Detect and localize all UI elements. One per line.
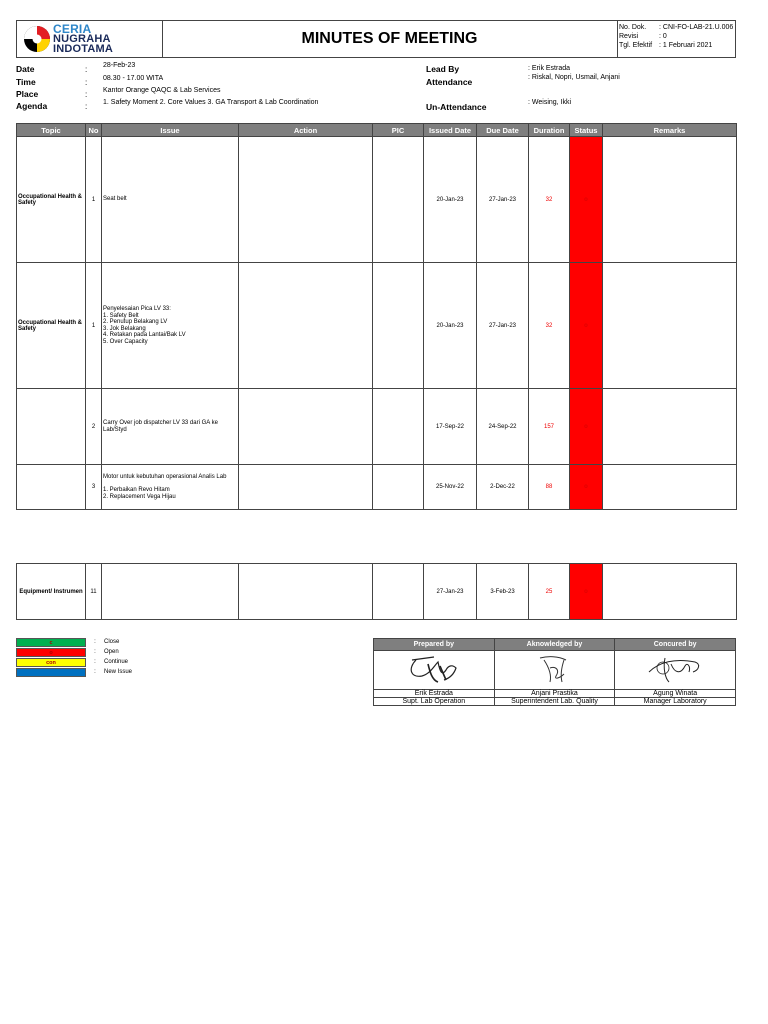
issue-line: 3. Jok Belakang bbox=[103, 325, 146, 332]
colon: : bbox=[85, 102, 88, 111]
status-cell: o bbox=[570, 263, 603, 389]
issue-line: 5. Over Capacity bbox=[103, 338, 148, 345]
date-label: Date bbox=[16, 64, 35, 74]
legend-swatch bbox=[16, 668, 86, 677]
issue-cell bbox=[102, 465, 239, 510]
logo bbox=[17, 21, 163, 57]
status-legend bbox=[16, 637, 132, 677]
concured-by-header: Concured by bbox=[615, 639, 736, 651]
positions-row bbox=[374, 698, 736, 706]
table-row bbox=[17, 389, 737, 465]
approval-table bbox=[373, 638, 736, 706]
table-row bbox=[17, 137, 737, 263]
signature-cell bbox=[494, 651, 615, 690]
agenda-label: Agenda bbox=[16, 101, 48, 111]
col-status: Status bbox=[570, 124, 603, 137]
status-cell: o bbox=[570, 564, 603, 620]
issues-table bbox=[16, 123, 737, 510]
date-value: 28-Feb-23 bbox=[103, 62, 136, 69]
issue-cell bbox=[102, 389, 239, 465]
acknowledged-by-header: Aknowledged by bbox=[494, 639, 615, 651]
action-cell bbox=[239, 389, 373, 465]
topic-cell bbox=[17, 389, 86, 465]
table-row bbox=[17, 465, 737, 510]
duration-cell: 157 bbox=[529, 389, 570, 465]
issue-line: Lab/Styd bbox=[103, 426, 127, 433]
status-cell: o bbox=[570, 389, 603, 465]
pic-cell bbox=[373, 465, 424, 510]
lead-by-label: Lead By bbox=[426, 64, 460, 74]
issue-cell bbox=[102, 564, 239, 620]
names-row bbox=[374, 690, 736, 698]
action-cell bbox=[239, 564, 373, 620]
un-attendance-label: Un-Attendance bbox=[426, 102, 487, 112]
doc-value: : 0 bbox=[659, 33, 667, 40]
col-pic: PIC bbox=[373, 124, 424, 137]
remarks-cell bbox=[603, 137, 737, 263]
issued-date-cell: 20-Jan-23 bbox=[424, 137, 477, 263]
legend-swatch: o bbox=[16, 648, 86, 657]
issue-line: 1. Perbaikan Revo Hitam bbox=[103, 487, 170, 493]
prepared-position: Supt. Lab Operation bbox=[374, 698, 495, 706]
place-value: Kantor Orange QAQC & Lab Services bbox=[103, 87, 221, 94]
issued-date-cell: 17-Sep-22 bbox=[424, 389, 477, 465]
legend-text: Close bbox=[104, 639, 120, 645]
action-cell bbox=[239, 137, 373, 263]
topic-cell: Equipment/ Instrumen bbox=[17, 564, 86, 620]
doc-value: : CNI-FO-LAB-21.U.006 bbox=[659, 24, 734, 31]
topic-cell: Occupational Health & Safety bbox=[17, 137, 86, 263]
duration-cell: 32 bbox=[529, 137, 570, 263]
colon: : bbox=[94, 639, 96, 645]
issue-cell bbox=[102, 263, 239, 389]
due-date-cell: 3-Feb-23 bbox=[477, 564, 529, 620]
page-title: MINUTES OF MEETING bbox=[162, 21, 618, 57]
pic-cell bbox=[373, 389, 424, 465]
status-cell: o bbox=[570, 465, 603, 510]
colon: : bbox=[85, 78, 88, 87]
col-duration: Duration bbox=[529, 124, 570, 137]
issued-date-cell: 27-Jan-23 bbox=[424, 564, 477, 620]
remarks-cell bbox=[603, 564, 737, 620]
col-issued-date: Issued Date bbox=[424, 124, 477, 137]
due-date-cell: 27-Jan-23 bbox=[477, 263, 529, 389]
lead-by-value: : Erik Estrada bbox=[528, 65, 571, 72]
no-cell: 1 bbox=[86, 137, 102, 263]
pic-cell bbox=[373, 137, 424, 263]
duration-cell: 32 bbox=[529, 263, 570, 389]
issued-date-cell: 20-Jan-23 bbox=[424, 263, 477, 389]
action-cell bbox=[239, 465, 373, 510]
doc-key: No. Dok. bbox=[619, 24, 647, 31]
action-cell bbox=[239, 263, 373, 389]
agenda-value: 1. Safety Moment 2. Core Values 3. GA Transport & Lab Coordination bbox=[103, 99, 319, 106]
doc-key: Tgl. Efektif bbox=[619, 42, 653, 49]
colon: : bbox=[85, 65, 88, 74]
legend-text: Open bbox=[104, 649, 119, 655]
legend-swatch: con bbox=[16, 658, 86, 667]
pic-cell bbox=[373, 263, 424, 389]
legend-text: New Issue bbox=[104, 669, 133, 675]
acknowledged-position: Superintendent Lab. Quality bbox=[494, 698, 615, 706]
document-header bbox=[16, 20, 736, 58]
signature-acknowledged bbox=[514, 652, 594, 686]
un-attendance-value: : Weising, Ikki bbox=[528, 99, 572, 106]
logo-line-1: CERIA bbox=[53, 22, 92, 36]
issue-line: 4. Retakan pada Lantai/Bak LV bbox=[103, 332, 186, 338]
colon: : bbox=[85, 90, 88, 99]
approval-header-row bbox=[374, 639, 736, 651]
attendance-value: : Riskal, Nopri, Usmail, Anjani bbox=[528, 74, 620, 81]
table-row bbox=[17, 263, 737, 389]
remarks-cell bbox=[603, 263, 737, 389]
due-date-cell: 27-Jan-23 bbox=[477, 137, 529, 263]
table-header-row bbox=[17, 124, 737, 137]
legend-text: Continue bbox=[104, 659, 129, 665]
colon: : bbox=[94, 659, 96, 665]
time-value: 08.30 - 17.00 WITA bbox=[103, 75, 164, 82]
status-cell: o bbox=[570, 137, 603, 263]
issue-line: Carry Over job dispatcher LV 33 dari GA ke bbox=[103, 420, 218, 426]
signature-row bbox=[374, 651, 736, 690]
topic-cell bbox=[17, 465, 86, 510]
signature-cell bbox=[374, 651, 495, 690]
issue-line: 2. Penutup Belakang LV bbox=[103, 319, 168, 325]
prepared-name: Erik Estrada bbox=[374, 690, 495, 698]
logo-line-3: INDOTAMA bbox=[53, 43, 114, 55]
colon: : bbox=[94, 649, 96, 655]
col-topic: Topic bbox=[17, 124, 86, 137]
issue-line: 2. Replacement Vega Hijau bbox=[103, 493, 176, 500]
col-no: No bbox=[86, 124, 102, 137]
duration-cell: 88 bbox=[529, 465, 570, 510]
topic-cell: Occupational Health & Safety bbox=[17, 263, 86, 389]
time-label: Time bbox=[16, 77, 36, 87]
ceria-logo-icon bbox=[22, 24, 52, 54]
doc-key: Revisi bbox=[619, 33, 639, 40]
attendance-label: Attendance bbox=[426, 77, 473, 87]
col-due-date: Due Date bbox=[477, 124, 529, 137]
issue-cell bbox=[102, 137, 239, 263]
legend-item bbox=[16, 667, 132, 677]
pic-cell bbox=[373, 564, 424, 620]
remarks-cell bbox=[603, 389, 737, 465]
legend-swatch: c bbox=[16, 638, 86, 647]
place-label: Place bbox=[16, 89, 39, 99]
prepared-by-header: Prepared by bbox=[374, 639, 495, 651]
issue-line: Motor untuk kebutuhan operasional Analis Lab bbox=[103, 474, 227, 480]
col-remarks: Remarks bbox=[603, 124, 737, 137]
equipment-table bbox=[16, 563, 737, 620]
logo-line-2: NUGRAHA bbox=[53, 33, 111, 45]
col-issue: Issue bbox=[102, 124, 239, 137]
no-cell: 1 bbox=[86, 263, 102, 389]
no-cell: 11 bbox=[86, 564, 102, 620]
legend-item bbox=[16, 657, 132, 667]
no-cell: 3 bbox=[86, 465, 102, 510]
doc-info bbox=[619, 23, 737, 50]
signature-concured bbox=[635, 652, 715, 686]
no-cell: 2 bbox=[86, 389, 102, 465]
duration-cell: 25 bbox=[529, 564, 570, 620]
table-row bbox=[17, 564, 737, 620]
issue-line: 1. Safety Belt bbox=[103, 312, 139, 319]
legend-item bbox=[16, 647, 132, 657]
issue-line: Seat belt bbox=[103, 196, 127, 203]
concured-position: Manager Laboratory bbox=[615, 698, 736, 706]
concured-name: Agung Winata bbox=[615, 690, 736, 698]
due-date-cell: 24-Sep-22 bbox=[477, 389, 529, 465]
colon: : bbox=[94, 669, 96, 675]
col-action: Action bbox=[239, 124, 373, 137]
acknowledged-name: Anjani Prastika bbox=[494, 690, 615, 698]
remarks-cell bbox=[603, 465, 737, 510]
issued-date-cell: 25-Nov-22 bbox=[424, 465, 477, 510]
legend-item bbox=[16, 637, 132, 647]
signature-prepared bbox=[394, 652, 474, 686]
doc-value: : 1 Februari 2021 bbox=[659, 42, 713, 49]
signature-cell bbox=[615, 651, 736, 690]
issue-line: Penyelesaian Pica LV 33: bbox=[103, 306, 171, 312]
due-date-cell: 2-Dec-22 bbox=[477, 465, 529, 510]
